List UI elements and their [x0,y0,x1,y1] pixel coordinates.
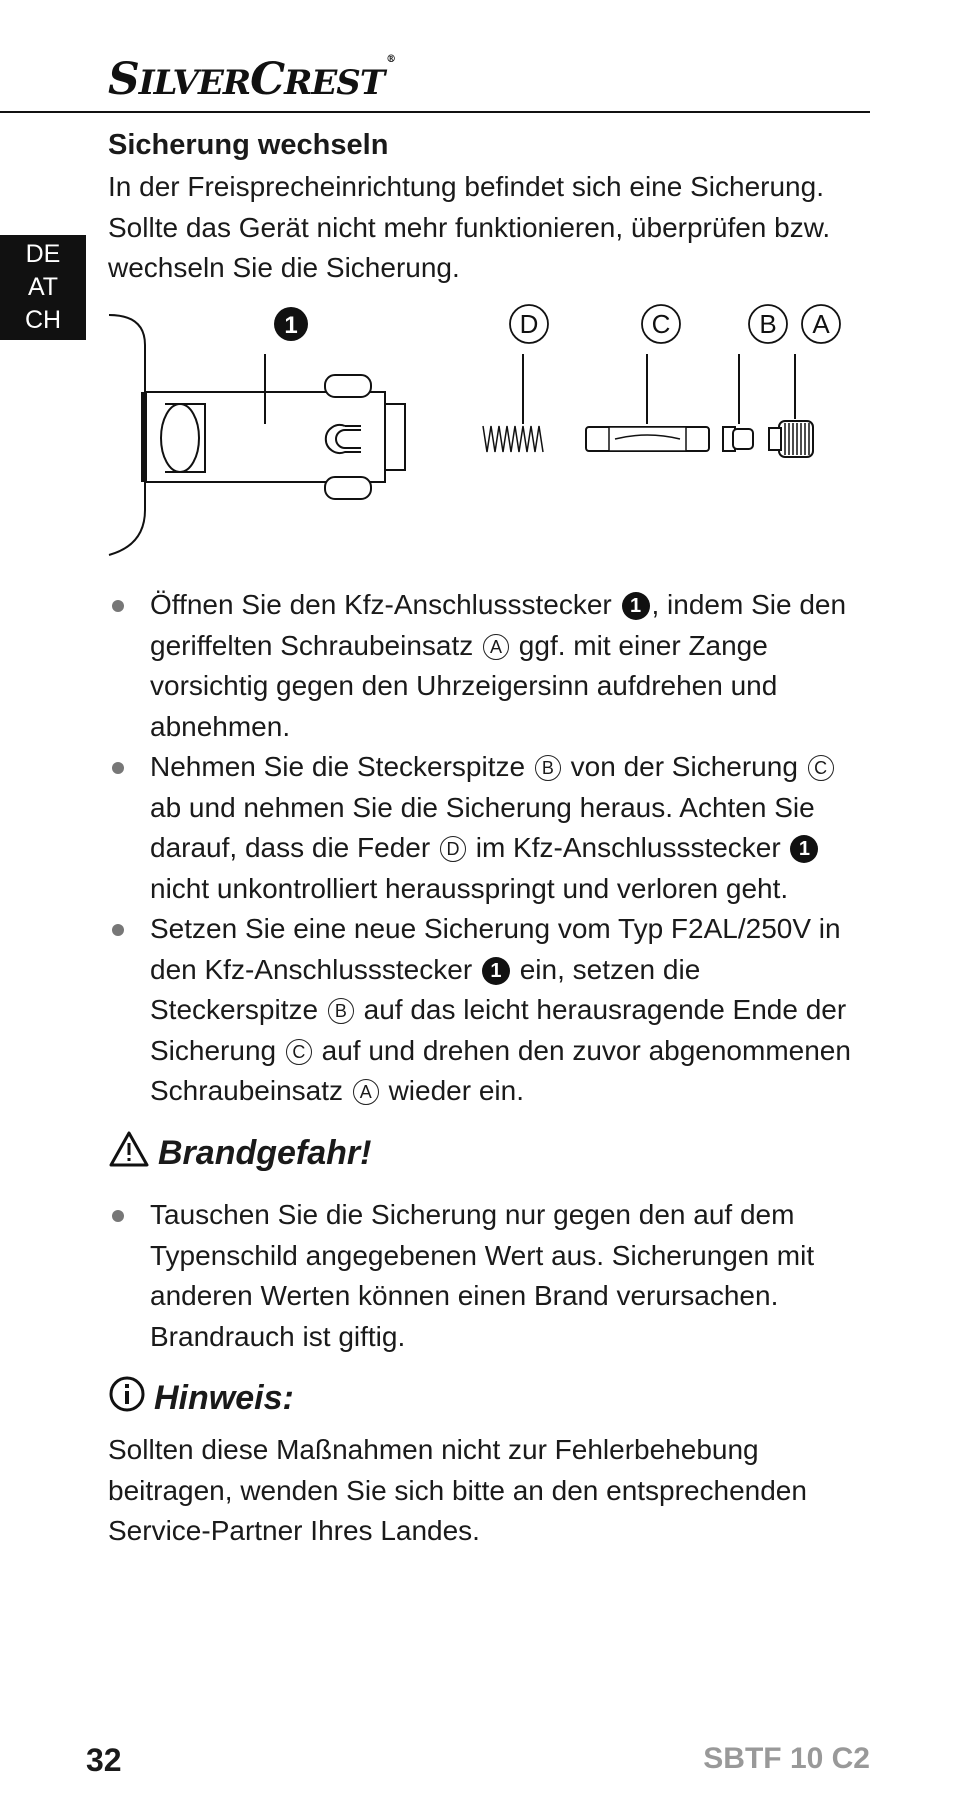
section-intro [108,125,858,289]
warning-triangle-icon [108,1130,150,1168]
model-number: SBTF 10 C2 [703,1742,870,1775]
intro-paragraph: In der Freisprecheinrichtung befindet sich eine Sicherung. Sollte das Gerät nicht mehr funktionieren, überprüfen bzw. wechseln Sie die Sicherung. [108,171,831,283]
lang-ch: CH [24,306,62,334]
fuse-diagram [105,300,865,570]
label-b: B [759,309,777,339]
header-rule [0,111,870,113]
note-paragraph: Sollten diese Maßnahmen nicht zur Fehlerbehebung beitragen, wenden Sie sich bitte an den entsprechenden Service-Partner Ihres Landes. [108,1434,807,1546]
ref-marker: 1 [622,592,650,620]
ref-marker: D [440,836,466,862]
warning-heading: Brandgefahr! [108,1130,371,1175]
ref-marker: B [535,755,561,781]
lang-at: AT [27,273,59,301]
language-tab [0,235,86,340]
warning-list [108,1195,868,1357]
ref-marker: C [808,755,834,781]
spring-part [481,424,545,452]
step-item: Nehmen Sie die Steckerspitze B von der Sicherung C ab und nehmen Sie die Sicherung heraus. Achten Sie darauf, dass die Feder D im Kfz-Anschlussstecker 1 nicht unkontrolliert herausspringt und verloren geht. [108,747,868,909]
ref-marker: C [286,1039,312,1065]
bullet-icon [112,762,124,774]
label-c: C [651,309,671,339]
lang-de: DE [25,240,61,268]
bullet-icon [112,1210,124,1222]
ref-marker: 1 [482,957,510,985]
warning-item: Tauschen Sie die Sicherung nur gegen den auf dem Typenschild angegebenen Wert aus. Sicherungen mit anderen Werten können einen Brand verursachen. Brandrauch ist giftig. [108,1195,868,1357]
ref-marker: 1 [790,835,818,863]
ref-marker: A [353,1079,379,1105]
ref-marker: A [483,634,509,660]
ref-marker: B [328,998,354,1024]
bullet-icon [112,924,124,936]
label-d: D [519,309,539,339]
brand-logo: SILVERCREST® [108,54,396,105]
bullet-icon [112,600,124,612]
section-title: Sicherung wechseln [108,129,389,161]
note-heading: Hinweis: [108,1375,294,1420]
step-item: Setzen Sie eine neue Sicherung vom Typ F2AL/250V in den Kfz-Anschlussstecker 1 ein, setzen die Steckerspitze B auf das leicht herausragende Ende der Sicherung C auf und drehen den zuvor abgenommenen Schraubeinsatz A wieder ein. [108,909,868,1112]
info-icon [108,1375,146,1413]
label-a: A [812,309,830,339]
instruction-steps [108,585,868,1112]
step-item: Öffnen Sie den Kfz-Anschlussstecker 1 , indem Sie den geriffelten Schraubeinsatz A ggf. mit einer Zange vorsichtig gegen den Uhrzeigersinn aufdrehen und abnehmen. [108,585,868,747]
label-1: 1 [284,312,298,339]
page-number: 32 [86,1742,122,1778]
